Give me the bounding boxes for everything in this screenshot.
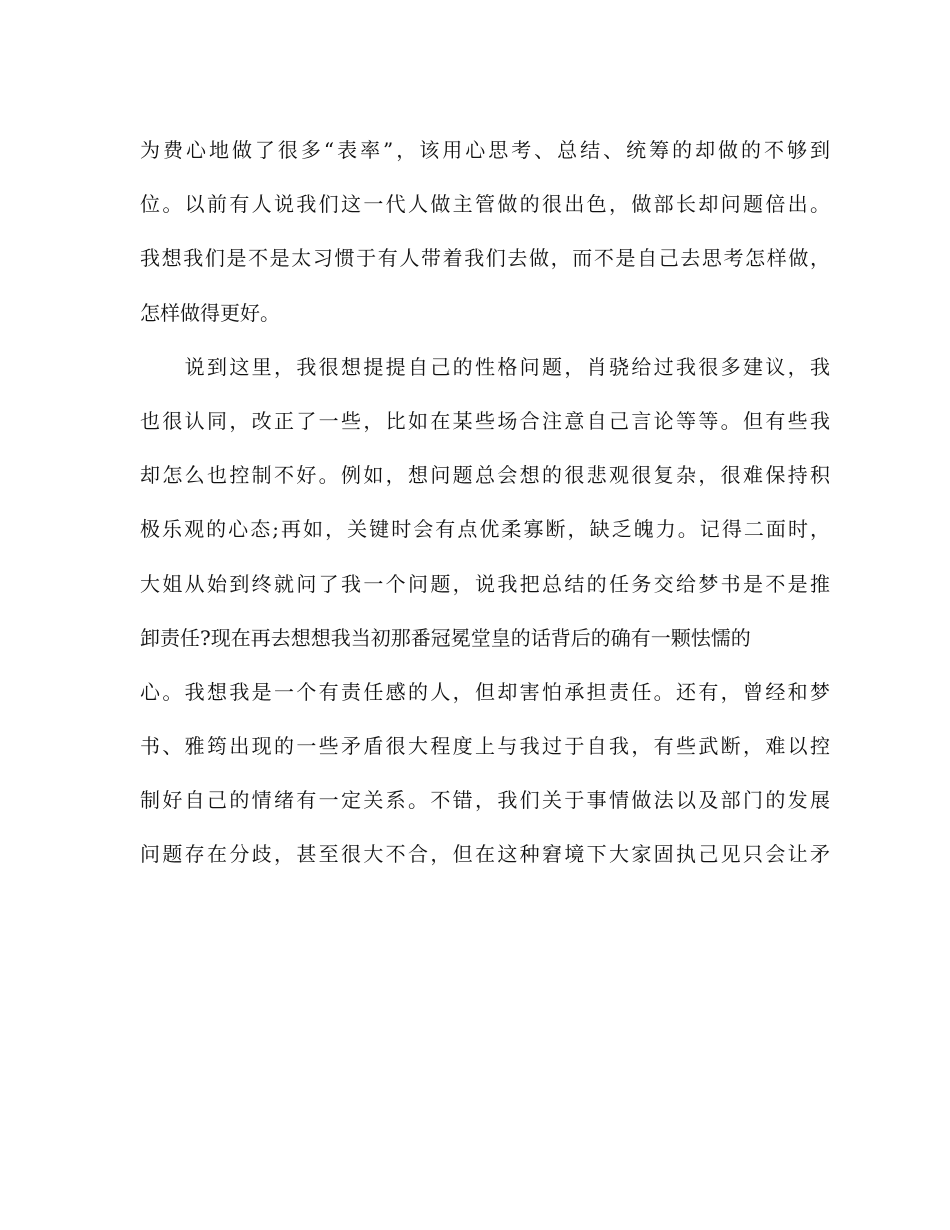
text-line: 也很认同，改正了一些，比如在某些场合注意自己言论等等。但有些我: [140, 408, 830, 433]
text-line: 怎样做得更好。: [140, 300, 280, 325]
body-text: [140, 123, 830, 882]
text-line: 制好自己的情绪有一定关系。不错，我们关于事情做法以及部门的发展: [140, 788, 830, 813]
text-line: 极乐观的心态;再如，关键时会有点优柔寡断，缺乏魄力。记得二面时，: [140, 517, 830, 542]
text-line: 问题存在分歧，甚至很大不合，但在这种窘境下大家固执己见只会让矛: [140, 842, 830, 867]
text-line: 卸责任?现在再去想想我当初那番冠冕堂皇的话背后的确有一颗怯懦的: [140, 625, 751, 650]
text-line: 大姐从始到终就问了我一个问题，说我把总结的任务交给梦书是不是推: [140, 571, 830, 596]
text-line: 说到这里，我很想提提自己的性格问题，肖骁给过我很多建议，我: [140, 354, 830, 379]
text-line: 心。我想我是一个有责任感的人，但却害怕承担责任。还有，曾经和梦: [140, 679, 830, 704]
text-line: 为费心地做了很多“表率”，该用心思考、总结、统筹的却做的不够到: [140, 138, 830, 162]
text-line: 却怎么也控制不好。例如，想问题总会想的很悲观很复杂，很难保持积: [140, 463, 830, 488]
text-line: 位。以前有人说我们这一代人做主管做的很出色，做部长却问题倍出。: [140, 192, 830, 217]
text-line: 书、雅筠出现的一些矛盾很大程度上与我过于自我，有些武断，难以控: [140, 734, 830, 759]
text-line: 我想我们是不是太习惯于有人带着我们去做，而不是自己去思考怎样做，: [140, 246, 830, 271]
